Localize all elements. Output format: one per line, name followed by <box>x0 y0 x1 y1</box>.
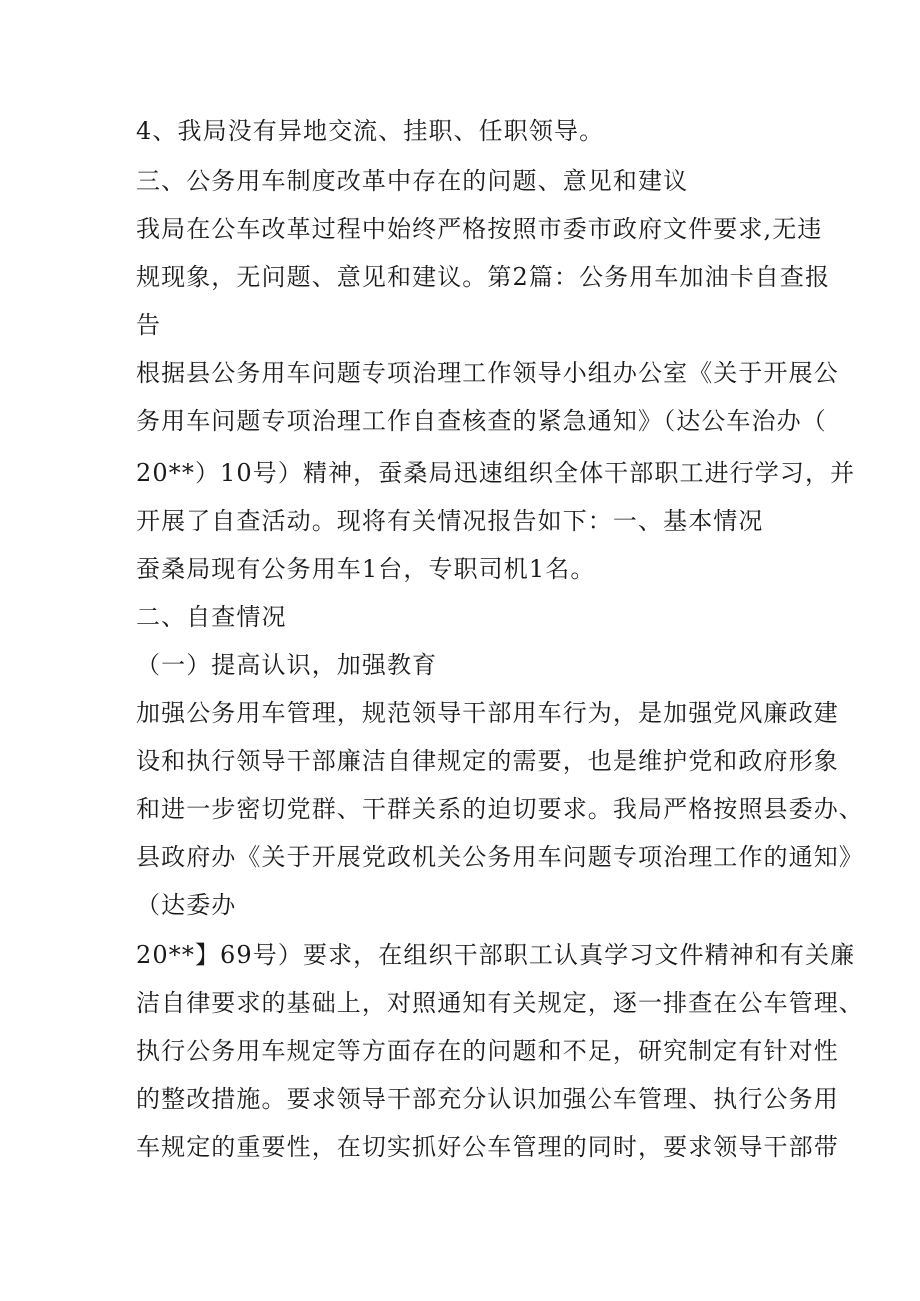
text-line-8: 20**）10号）精神，蚕桑局迅速组织全体干部职工进行学习，并 <box>136 459 856 487</box>
text-line-13: 加强公务用车管理，规范领导干部用车行为，是加强党风廉政建 <box>136 699 839 727</box>
text-line-10: 蚕桑局现有公务用车1台，专职司机1名。 <box>136 555 596 583</box>
text-line-16: 县政府办《关于开展党政机关公务用车问题专项治理工作的通知》 <box>136 843 864 871</box>
text-line-20: 执行公务用车规定等方面存在的问题和不足，研究制定有针对性 <box>136 1037 839 1065</box>
text-line-21: 的整改措施。要求领导干部充分认识加强公车管理、执行公务用 <box>136 1085 839 1113</box>
text-line-17: （达委办 <box>136 891 237 919</box>
text-line-3: 我局在公车改革过程中始终严格按照市委市政府文件要求,无违 <box>136 215 823 243</box>
text-line-4: 规现象，无问题、意见和建议。第2篇：公务用车加油卡自查报 <box>136 263 831 291</box>
text-line-9: 开展了自查活动。现将有关情况报告如下：一、基本情况 <box>136 507 764 535</box>
text-line-22: 车规定的重要性，在切实抓好公车管理的同时，要求领导干部带 <box>136 1133 839 1161</box>
text-line-15: 和进一步密切党群、干群关系的迫切要求。我局严格按照县委办、 <box>136 795 864 823</box>
subsection-heading-1: （一）提高认识，加强教育 <box>136 651 438 679</box>
text-line-5: 告 <box>136 311 162 339</box>
text-line-19: 洁自律要求的基础上，对照通知有关规定，逐一排查在公车管理、 <box>136 989 864 1017</box>
text-line-14: 设和执行领导干部廉洁自律规定的需要，也是维护党和政府形象 <box>136 747 839 775</box>
text-line-7: 务用车问题专项治理工作自查核查的紧急通知》（达公车治办（ <box>136 407 827 435</box>
section-heading-2: 二、自查情况 <box>136 603 287 631</box>
text-line-1: 4、我局没有异地交流、挂职、任职领导。 <box>136 117 605 145</box>
text-line-18: 20**】69号）要求，在组织干部职工认真学习文件精神和有关廉 <box>136 941 856 969</box>
section-heading-3: 三、公务用车制度改革中存在的问题、意见和建议 <box>136 167 689 195</box>
text-line-6: 根据县公务用车问题专项治理工作领导小组办公室《关于开展公 <box>136 359 839 387</box>
